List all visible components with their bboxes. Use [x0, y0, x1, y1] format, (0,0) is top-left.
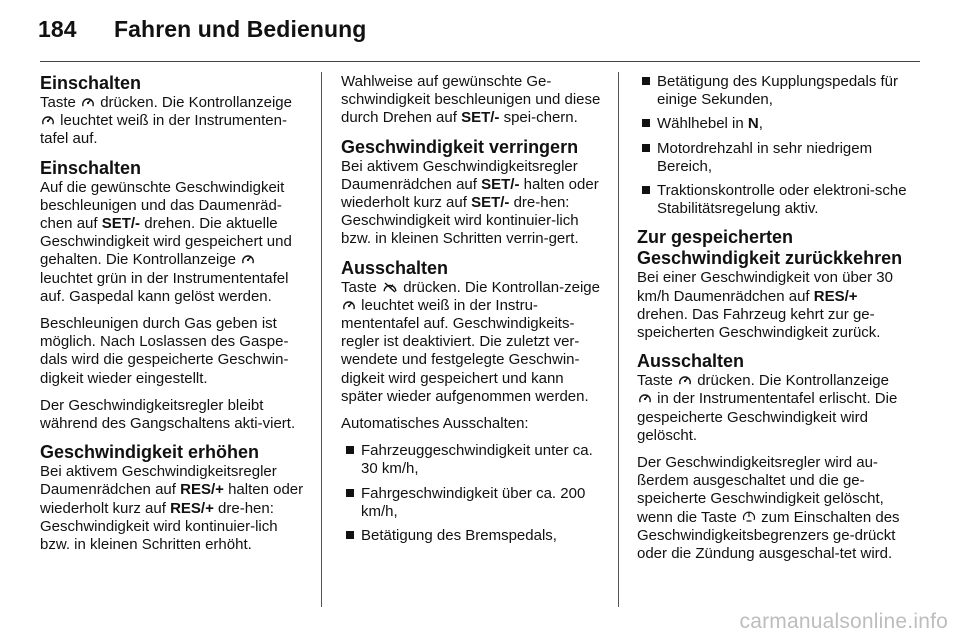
column-2 — [341, 73, 609, 554]
page-title: Fahren und Bedienung — [114, 16, 367, 42]
list-item: Traktionskontrolle oder elektroni-sche Stabilitätsregelung aktiv. — [637, 182, 907, 218]
section-heading: Geschwindigkeit verringern — [341, 136, 579, 157]
cruise-control-icon — [81, 96, 95, 108]
section-heading: Einschalten — [40, 73, 142, 93]
column-divider — [321, 72, 322, 607]
paragraph: Bei aktivem Geschwindigkeitsregler Daumenrädchen auf SET/- halten oder wiederholt kurz auf SET/- dre-hen: Geschwindigkeit wird kontinuier-lich bzw. in kleinen Schritten verrin-gert. — [341, 157, 599, 248]
paragraph: Auf die gewünschte Geschwindigkeit beschleunigen und das Daumenräd-chen auf SET/- drehen. Die aktuelle Geschwindigkeit wird gespeichert und gehalten. Die Kontrollanzeige leuchtet grün in der Instrumententafel auf. Gaspedal kann gelöst werden. — [40, 178, 292, 305]
list-item: Betätigung des Bremspedals, — [341, 527, 609, 545]
paragraph: Beschleunigen durch Gas geben ist möglich. Nach Loslassen des Gaspe-dals wird die gespeicherte Geschwin-digkeit wieder eingestellt. — [40, 315, 289, 387]
paragraph: Der Geschwindigkeitsregler wird au-ßerdem ausgeschaltet und die ge-speicherte Geschwindigkeit gelöscht, wenn die Taste zum Einschalten des Geschwindigkeitsbegrenzers ge-drückt oder die Zündung ausgeschal-tet wird. — [637, 454, 900, 563]
cruise-control-icon — [678, 374, 692, 386]
watermark: carmanualsonline.info — [739, 610, 948, 633]
cruise-control-icon — [241, 253, 255, 265]
paragraph: Automatisches Ausschalten: — [341, 415, 529, 433]
speed-limiter-icon — [742, 509, 756, 523]
cruise-control-off-icon — [382, 281, 398, 293]
bullet-list — [341, 442, 609, 545]
list-item: Fahrgeschwindigkeit über ca. 200 km/h, — [341, 485, 609, 521]
list-item: Fahrzeuggeschwindigkeit unter ca. 30 km/h, — [341, 442, 609, 478]
paragraph: Bei einer Geschwindigkeit von über 30 km/h Daumenrädchen auf RES/+ drehen. Das Fahrzeug kehrt zur ge-speicherten Geschwindigkeit zurück. — [637, 269, 893, 342]
paragraph: Taste drücken. Die Kontrollan-zeige leuchtet weiß in der Instru-mententafel auf. Geschwindigkeits-regler ist deaktiviert. Die zuletzt ver-wendete und festgelegte Geschwin-digkeit wird gespeichert und kann später wieder aufgenommen werden. — [341, 278, 600, 405]
section-heading: Zur gespeicherten Geschwindigkeit zurückkehren — [637, 227, 903, 269]
list-item: Wählhebel in N, — [637, 115, 907, 133]
section-heading: Ausschalten — [341, 257, 449, 278]
cruise-control-icon — [638, 392, 652, 404]
paragraph: Bei aktivem Geschwindigkeitsregler Daumenrädchen auf RES/+ halten oder wiederholt kurz auf RES/+ dre-hen: Geschwindigkeit wird kontinuier-lich bzw. in kleinen Schritten erhöht. — [40, 463, 304, 554]
bullet-list — [637, 73, 907, 218]
paragraph: Wahlweise auf gewünschte Ge-schwindigkeit beschleunigen und diese durch Drehen auf SET/- spei-chern. — [341, 73, 601, 127]
paragraph: Taste drücken. Die Kontrollanzeige leuchtet weiß in der Instrumenten-tafel auf. — [40, 94, 292, 148]
cruise-control-icon — [41, 114, 55, 126]
section-heading: Einschalten — [40, 157, 142, 178]
column-3 — [637, 73, 907, 572]
cruise-control-icon — [342, 299, 356, 311]
header-rule — [40, 61, 920, 62]
column-divider — [618, 72, 619, 607]
paragraph: Der Geschwindigkeitsregler bleibt während des Gangschaltens akti-viert. — [40, 396, 296, 433]
list-item: Betätigung des Kupplungspedals für einige Sekunden, — [637, 73, 907, 109]
page-number: 184 — [38, 16, 77, 42]
section-heading: Geschwindigkeit erhöhen — [40, 442, 260, 463]
paragraph: Taste drücken. Die Kontrollanzeige in der Instrumententafel erlischt. Die gespeicherte Geschwindigkeit wird gelöscht. — [637, 372, 898, 444]
column-1 — [40, 73, 308, 563]
section-heading: Ausschalten — [637, 351, 745, 372]
page-header — [38, 16, 366, 43]
list-item: Motordrehzahl in sehr niedrigem Bereich, — [637, 140, 907, 176]
